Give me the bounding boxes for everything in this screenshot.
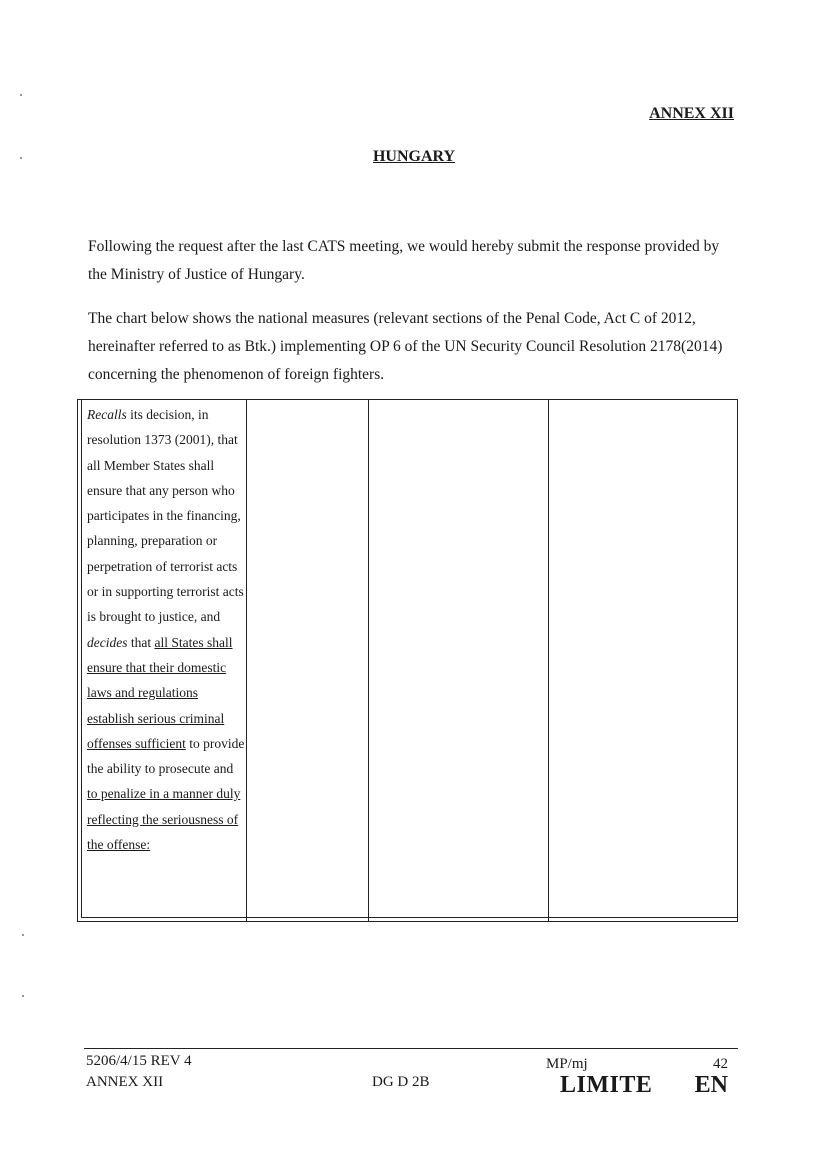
cell-text-segment: to penalize in a manner duly reflecting the seriousness of the offense: <box>87 786 241 853</box>
resolution-text-cell <box>87 402 245 857</box>
document-reference: 5206/4/15 REV 4 <box>86 1053 192 1069</box>
scan-mark <box>22 934 24 936</box>
column-divider <box>246 400 247 921</box>
chart-description-paragraph: The chart below shows the national measures (relevant sections of the Penal Code, Act C of 2012, hereinafter referred to as Btk.) implementing OP 6 of the UN Security Council Resolution 2178(2014) concerning the phenomenon of foreign fighters. <box>88 310 723 383</box>
author-initials: MP/mj <box>546 1056 588 1072</box>
scan-mark <box>20 94 22 96</box>
footer-annex: ANNEX XII <box>86 1074 164 1090</box>
measures-table <box>77 399 738 922</box>
country-title: HUNGARY <box>372 148 456 165</box>
classification-marking: LIMITE <box>560 1072 653 1098</box>
scan-mark <box>22 995 24 997</box>
table-inner-border <box>81 400 82 918</box>
column-divider <box>548 400 549 921</box>
cell-text-segment: that <box>127 634 155 650</box>
language-code: EN <box>694 1072 728 1098</box>
intro-paragraph: Following the request after the last CATS meeting, we would hereby submit the response provided by the Ministry of Justice of Hungary. <box>88 238 720 283</box>
scan-mark <box>20 157 22 159</box>
cell-text-segment: Recalls <box>87 407 127 422</box>
column-divider <box>368 400 369 921</box>
cell-text-segment: to provide the ability to prosecute and <box>87 735 245 777</box>
cell-text-segment: its decision, in resolution 1373 (2001), that all Member States shall ensure that any person who participates in the financing, planning, preparation or perpetration of terrorist acts or in supporting terrorist acts is brought to justice, and <box>87 407 244 625</box>
directorate-code: DG D 2B <box>372 1074 430 1090</box>
annex-label: ANNEX XII <box>649 105 734 122</box>
table-inner-border <box>81 917 737 918</box>
footer-divider <box>84 1048 738 1049</box>
cell-text-segment: all States shall ensure that their domestic laws and regulations establish serious criminal offenses sufficient <box>87 634 233 751</box>
page-number: 42 <box>713 1056 728 1072</box>
cell-text-segment: decides <box>87 634 128 650</box>
